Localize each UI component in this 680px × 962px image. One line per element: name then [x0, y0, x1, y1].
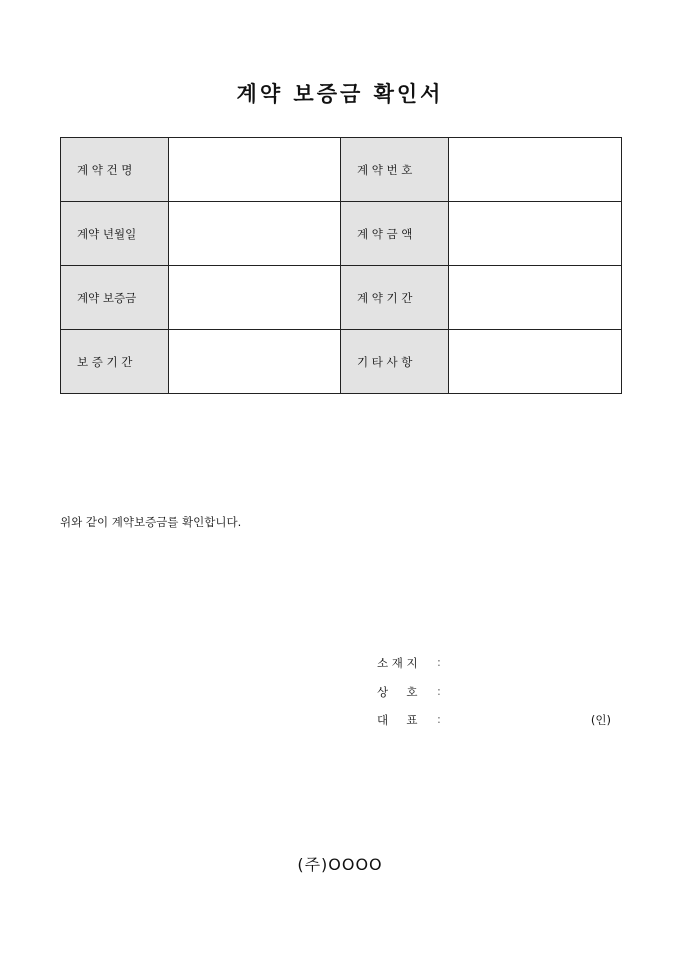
company-name: (주)OOOO: [297, 855, 383, 874]
document-title: 계약 보증금 확인서: [236, 81, 444, 106]
table-row: [61, 266, 622, 330]
trade-name-label: 상 호: [377, 685, 418, 699]
representative-colon: :: [437, 712, 441, 726]
trade-name-colon: :: [437, 684, 441, 698]
representative-label: 대 표: [377, 713, 418, 727]
other-matters-value[interactable]: [449, 330, 622, 394]
contract-name-value[interactable]: [169, 138, 341, 202]
contract-deposit-value[interactable]: [169, 266, 341, 330]
contract-amount-label: 계 약 금 액: [341, 202, 449, 266]
guarantee-period-label: 보 증 기 간: [61, 330, 169, 394]
contract-deposit-label: 계약 보증금: [61, 266, 169, 330]
location-line: [377, 655, 617, 671]
contract-amount-value[interactable]: [449, 202, 622, 266]
location-colon: :: [437, 655, 441, 669]
contract-period-value[interactable]: [449, 266, 622, 330]
seal-mark: (인): [590, 713, 611, 727]
table-row: [61, 202, 622, 266]
contract-date-value[interactable]: [169, 202, 341, 266]
location-label: 소 재 지: [377, 656, 418, 670]
table-row: [61, 138, 622, 202]
other-matters-label: 기 타 사 항: [341, 330, 449, 394]
guarantee-period-value[interactable]: [169, 330, 341, 394]
contract-number-label: 계 약 번 호: [341, 138, 449, 202]
contract-name-label: 계 약 건 명: [61, 138, 169, 202]
contract-info-table: [60, 137, 622, 394]
confirmation-statement: 위와 같이 계약보증금를 확인합니다.: [60, 515, 242, 529]
trade-name-line: [377, 684, 617, 700]
table-row: [61, 330, 622, 394]
contract-period-label: 계 약 기 간: [341, 266, 449, 330]
contract-number-value[interactable]: [449, 138, 622, 202]
contract-date-label: 계약 년월일: [61, 202, 169, 266]
representative-line: [377, 712, 617, 728]
